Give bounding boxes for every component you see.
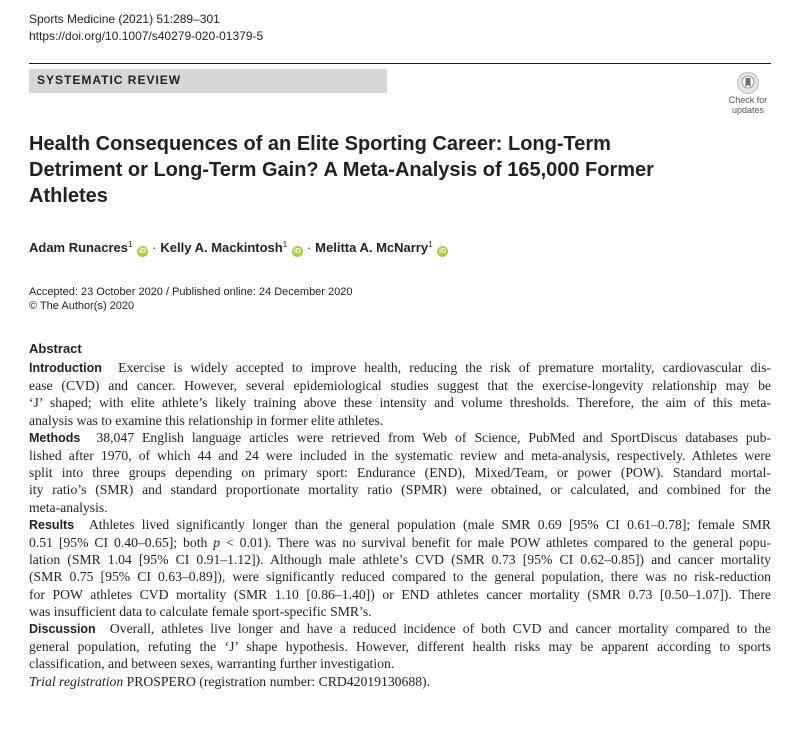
check-for-updates-line2: updates [731, 105, 765, 115]
author-separator: · [306, 240, 312, 255]
check-for-updates-line1: Check for [728, 95, 768, 105]
article-type-label: SYSTEMATIC REVIEW [37, 73, 182, 87]
affiliation-marker: 1 [282, 240, 288, 249]
author-name[interactable]: Adam Runacres [29, 240, 128, 255]
author-name[interactable]: Kelly A. Mackintosh [160, 240, 283, 255]
abstract-line: split into three groups depending on primary sport: Endurance (END), Mixed/Team, or power (POW). Standard mortal- [29, 465, 771, 481]
orcid-icon[interactable]: iD [139, 248, 147, 255]
journal-citation: Sports Medicine (2021) 51:289–301 [29, 12, 220, 26]
orcid-icon[interactable]: iD [293, 248, 301, 255]
abstract-text: < 0.01). There was no survival benefit for male POW athletes compared to the general popu- [220, 535, 771, 551]
author-list [29, 236, 448, 257]
article-type-banner [29, 69, 387, 93]
title-line: Athletes [29, 185, 108, 207]
abstract-line: lished after 1970, of which 44 and 24 were included in the systematic review and meta-analysis, respectively. Athletes were [29, 448, 771, 464]
title-line: Health Consequences of an Elite Sporting Career: Long-Term [29, 133, 611, 155]
author-separator: · [152, 240, 157, 255]
orcid-icon[interactable]: iD [439, 248, 447, 255]
author-name[interactable]: Melitta A. McNarry [315, 240, 429, 255]
abstract-text: 0.51 [95% CI 0.40–0.65]; both [29, 535, 214, 551]
abstract-line: for POW athletes CVD mortality (SMR 1.10 [0.86–1.40]) or END athletes cancer mortality (SMR 0.73 [0.50–1.07]). There [29, 586, 771, 602]
doi-link[interactable]: https://doi.org/10.1007/s40279-020-01379-5 [29, 29, 264, 43]
title-line: Detriment or Long-Term Gain? A Meta-Analysis of 165,000 Former [29, 159, 654, 181]
affiliation-marker: 1 [127, 240, 133, 249]
check-for-updates-button[interactable] [724, 72, 772, 118]
p-value-symbol: p [213, 535, 221, 551]
abstract-line: meta-analysis. [29, 499, 108, 515]
discussion-label: Discussion [29, 622, 96, 637]
abstract-line: ity ratio’s (SMR) and standard proportionate mortality ratio (SPMR) were obtained, or calculated, and combined for the [29, 482, 771, 498]
journal-header [29, 11, 263, 45]
abstract-text: Exercise is widely accepted to improve health, reducing the risk of premature mortality, cardiovascular dis- [118, 360, 772, 375]
abstract-line: classification, and between sexes, warranting further investigation. [29, 656, 395, 672]
copyright-line: © The Author(s) 2020 [29, 300, 135, 312]
abstract-line: analysis was to examine this relationship in former elite athletes. [29, 412, 384, 428]
abstract-line: ease (CVD) and cancer. However, several epidemiological studies suggest that the exercise-longevity relationship may be [29, 378, 771, 394]
abstract-body [29, 359, 771, 690]
abstract-line: lation (SMR 1.04 [95% CI 0.91–1.12]). Although male athlete’s CVD (SMR 0.73 [95% CI 0.62–0.85]) and cancer mortality [29, 552, 771, 568]
article-title [29, 131, 709, 209]
introduction-label: Introduction [29, 361, 102, 375]
trial-registration-label: Trial registration [29, 673, 124, 689]
header-rule [29, 63, 771, 64]
publication-dates [29, 285, 353, 313]
abstract-line [29, 516, 771, 534]
check-for-updates-label [724, 95, 772, 115]
abstract-line: general population, refuting the ‘J’ shape hypothesis. However, different health risks may be apparent according to sports [29, 639, 771, 655]
trial-registration-text: PROSPERO (registration number: CRD42019130688). [126, 673, 431, 689]
methods-label: Methods [29, 430, 81, 445]
abstract-line [29, 534, 771, 551]
abstract-line [29, 620, 771, 638]
abstract-line [29, 673, 771, 690]
abstract-text: Overall, athletes live longer and have a reduced incidence of both CVD and cancer mortality compared to the [109, 621, 772, 637]
dates-line: Accepted: 23 October 2020 / Published online: 24 December 2020 [29, 286, 353, 298]
abstract-heading: Abstract [29, 341, 82, 356]
abstract-text: 38,047 English language articles were retrieved from Web of Science, PubMed and SportDiscus databases pub- [96, 429, 771, 445]
abstract-line [29, 359, 771, 377]
abstract-line: (SMR 0.75 [95% CI 0.63–0.89]), were significantly reduced compared to the general population, there was no risk-reduction [29, 569, 771, 585]
abstract-line: was insufficient data to calculate female sport-specific SMR’s. [29, 603, 372, 619]
affiliation-marker: 1 [428, 240, 433, 249]
abstract-line [29, 429, 771, 447]
abstract-text: Athletes lived significantly longer than the general population (male SMR 0.69 [95% CI 0.61–0.78]; female SMR [88, 516, 771, 532]
bookmark-icon [737, 72, 759, 94]
results-label: Results [29, 517, 75, 532]
abstract-line: ‘J’ shaped; with elite athlete’s likely training above these intensity and volume thresholds. Therefore, the aim of this meta- [29, 395, 771, 411]
